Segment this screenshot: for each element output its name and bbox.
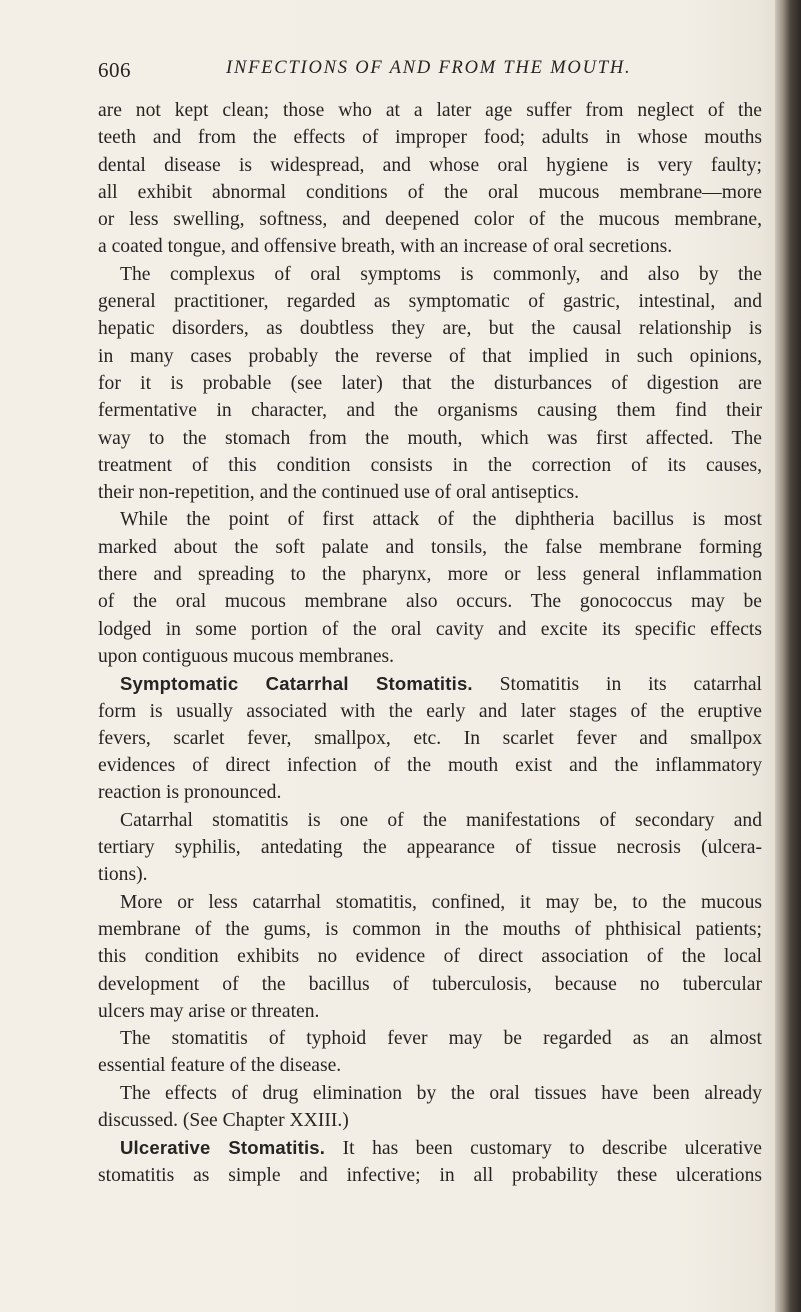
text-line: While the point of first attack of the diphtheria bacillus is most bbox=[120, 509, 762, 531]
text-line: upon contiguous mucous membranes. bbox=[98, 645, 395, 667]
text-line: membrane of the gums, is common in the mouths of phthisical patients; bbox=[98, 918, 762, 940]
text-line: this condition exhibits no evidence of direct association of the local bbox=[98, 946, 762, 968]
text-line: or less swelling, softness, and deepened color of the mucous membrane, bbox=[98, 209, 762, 231]
text-line: Catarrhal stomatitis is one of the manifestations of secondary and bbox=[120, 809, 762, 831]
running-header bbox=[98, 58, 758, 88]
text-line: The effects of drug elimination by the oral tissues have been already bbox=[120, 1082, 762, 1104]
text-line: discussed. (See Chapter XXIII.) bbox=[98, 1109, 349, 1131]
body-text bbox=[98, 97, 762, 1189]
text-line: hepatic disorders, as doubtless they are, but the causal relationship is bbox=[98, 318, 762, 340]
text-line: tions). bbox=[98, 864, 148, 886]
text-line: general practitioner, regarded as symptomatic of gastric, intestinal, and bbox=[98, 291, 762, 313]
section-heading-line bbox=[98, 670, 762, 697]
text-line: are not kept clean; those who at a later age suffer from neglect of the bbox=[98, 100, 762, 121]
text-line: of the oral mucous membrane also occurs. The gonococcus may be bbox=[98, 591, 762, 613]
text-line: tertiary syphilis, antedating the appearance of tissue necrosis (ulcera- bbox=[98, 837, 762, 859]
text-line: essential feature of the disease. bbox=[98, 1055, 342, 1077]
section-heading: Ulcerative Stomatitis. bbox=[120, 1137, 326, 1159]
text-line: reaction is pronounced. bbox=[98, 782, 282, 804]
text-line: stomatitis as simple and infective; in all probability these ulcerations bbox=[98, 1164, 762, 1186]
text-line: More or less catarrhal stomatitis, confined, it may be, to the mucous bbox=[120, 891, 762, 913]
text-line: for it is probable (see later) that the disturbances of digestion are bbox=[98, 372, 762, 394]
section-heading: Symptomatic Catarrhal Stomatitis. bbox=[120, 673, 473, 695]
text-line: fevers, scarlet fever, smallpox, etc. In scarlet fever and smallpox bbox=[98, 727, 762, 749]
text-line: in many cases probably the reverse of that implied in such opinions, bbox=[98, 345, 762, 367]
text-line: development of the bacillus of tuberculosis, because no tubercular bbox=[98, 973, 762, 995]
text-line: The complexus of oral symptoms is commonly, and also by the bbox=[120, 263, 762, 285]
text-line: lodged in some portion of the oral cavity and excite its specific effects bbox=[98, 618, 762, 640]
text-line: The stomatitis of typhoid fever may be regarded as an almost bbox=[120, 1028, 762, 1050]
text-line: evidences of direct infection of the mouth exist and the inflammatory bbox=[98, 755, 762, 777]
text-line: ulcers may arise or threaten. bbox=[98, 1000, 320, 1022]
page-edge-shadow bbox=[775, 0, 801, 1312]
text-line: marked about the soft palate and tonsils, the false membrane forming bbox=[98, 536, 762, 558]
page-number: 606 bbox=[98, 58, 131, 82]
text-run: It has been customary to describe ulcerative bbox=[342, 1138, 762, 1160]
text-line: a coated tongue, and offensive breath, with an increase of oral secretions. bbox=[98, 236, 673, 258]
text-run: Stomatitis in its catarrhal bbox=[499, 674, 762, 696]
text-line: their non-repetition, and the continued use of oral antiseptics. bbox=[98, 482, 579, 504]
text-line: form is usually associated with the early and later stages of the eruptive bbox=[98, 700, 762, 722]
running-title: INFECTIONS OF AND FROM THE MOUTH. bbox=[226, 58, 632, 78]
text-line: there and spreading to the pharynx, more or less general inflammation bbox=[98, 564, 762, 586]
text-line: dental disease is widespread, and whose oral hygiene is very faulty; bbox=[98, 154, 762, 176]
text-line: fermentative in character, and the organisms causing them find their bbox=[98, 400, 762, 422]
section-heading-line bbox=[98, 1134, 762, 1161]
text-line: treatment of this condition consists in the correction of its causes, bbox=[98, 454, 762, 476]
text-line: teeth and from the effects of improper food; adults in whose mouths bbox=[98, 127, 762, 149]
text-line: all exhibit abnormal conditions of the oral mucous membrane—more bbox=[98, 181, 762, 203]
text-line: way to the stomach from the mouth, which was first affected. The bbox=[98, 427, 762, 449]
